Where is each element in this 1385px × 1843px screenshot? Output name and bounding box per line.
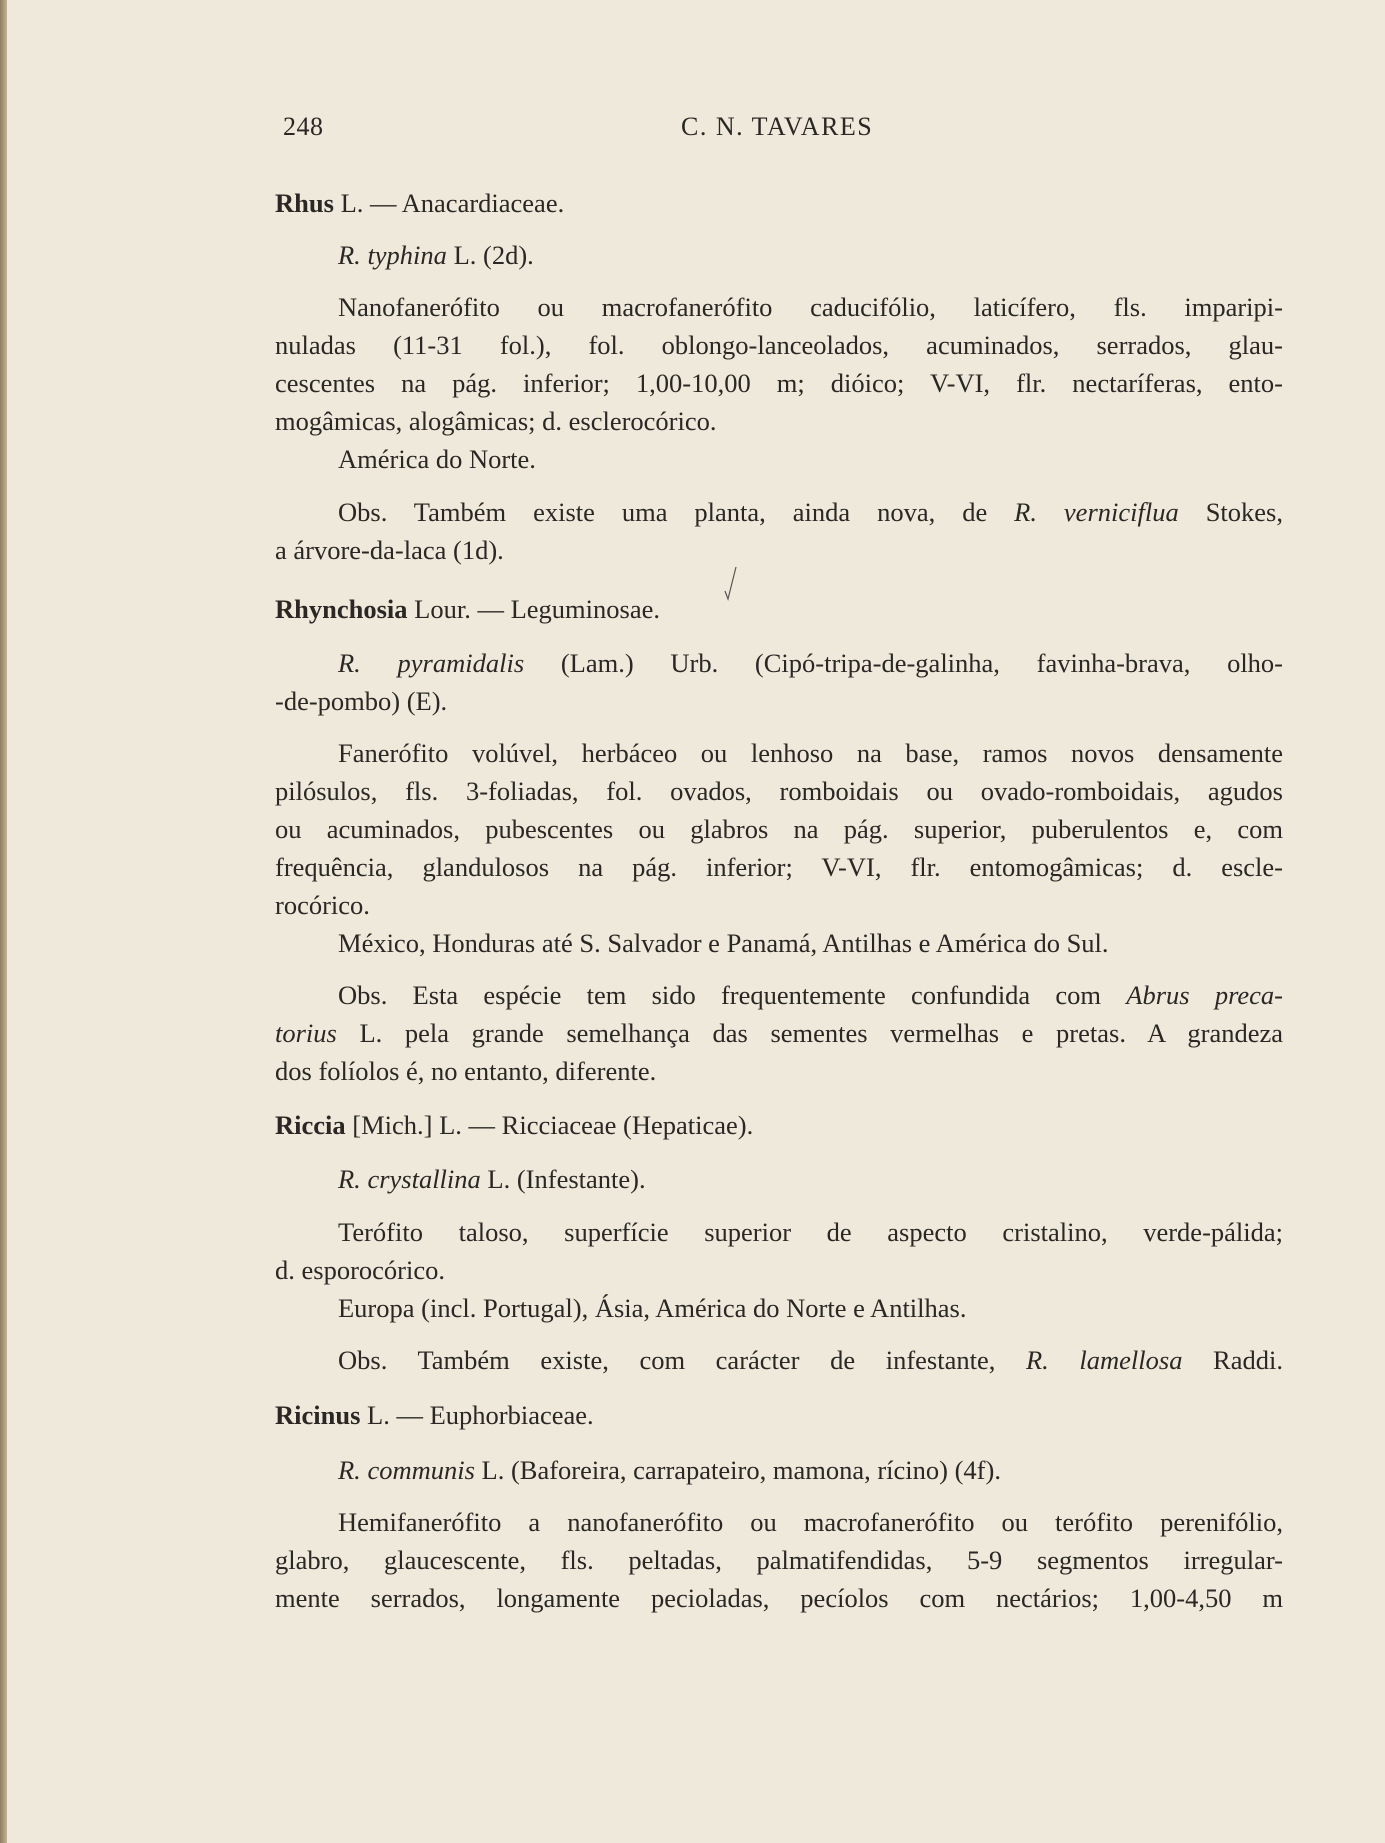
observation-line: a árvore-da-laca (1d). <box>275 535 504 565</box>
genus-heading-rhynchosia <box>275 594 660 624</box>
genus-family: L. — Euphorbiaceae. <box>360 1400 594 1430</box>
genus-family: Lour. — Leguminosae. <box>407 594 660 624</box>
description-line: Terófito taloso, superfície superior de aspecto cristalino, verde-pálida; <box>338 1217 1283 1247</box>
genus-name: Riccia <box>275 1110 346 1140</box>
genus-family: L. — Anacardiaceae. <box>333 188 565 218</box>
description-line: ou acuminados, pubescentes ou glabros na pág. superior, puberulentos e, com <box>275 814 1283 844</box>
species-name: pyramidalis <box>397 648 525 678</box>
description-line: mente serrados, longamente pecioladas, pecíolos com nectários; 1,00-4,50 m <box>275 1583 1283 1613</box>
description-line: d. esporocórico. <box>275 1255 445 1285</box>
running-title: C. N. TAVARES <box>681 112 874 141</box>
description-line: pilósulos, fls. 3-foliadas, fol. ovados, romboidais ou ovado-romboidais, agudos <box>275 776 1283 806</box>
species-name: communis <box>367 1455 475 1485</box>
observation-line: torius L. pela grande semelhança das sementes vermelhas e pretas. A grandeza <box>275 1018 1283 1048</box>
description-line: Nanofanerófito ou macrofanerófito caducifólio, laticífero, fls. imparipi- <box>338 292 1283 322</box>
genus-family: [Mich.] L. — Ricciaceae (Hepaticae). <box>345 1110 754 1140</box>
distribution: México, Honduras até S. Salvador e Panamá, Antilhas e América do Sul. <box>338 928 1109 958</box>
species-name: typhina <box>367 240 447 270</box>
page-header <box>283 112 1283 152</box>
species-name: crystallina <box>367 1164 481 1194</box>
description-line: Fanerófito volúvel, herbáceo ou lenhoso na base, ramos novos densamente <box>338 738 1283 768</box>
species-heading: R. pyramidalis (Lam.) Urb. (Cipó-tripa-de-galinha, favinha-brava, olho- <box>338 648 1284 678</box>
observation-line: Obs. Esta espécie tem sido frequentemente confundida com Abrus preca- <box>338 980 1283 1010</box>
observation-line: Obs. Também existe uma planta, ainda nova, de R. verniciflua Stokes, <box>338 497 1283 527</box>
description-line: frequência, glandulosos na pág. inferior; V-VI, flr. entomogâmicas; d. escle- <box>275 852 1283 882</box>
genus-name: Ricinus <box>275 1400 361 1430</box>
observation-line: dos folíolos é, no entanto, diferente. <box>275 1056 657 1086</box>
genus-heading-ricinus <box>275 1400 594 1430</box>
genus-heading-riccia <box>275 1110 753 1140</box>
genus-name: Rhus <box>275 188 334 218</box>
species-heading: R. typhina L. (2d). <box>338 240 534 270</box>
handwritten-checkmark-icon <box>724 565 738 603</box>
description-line: cescentes na pág. inferior; 1,00-10,00 m; dióico; V-VI, flr. nectaríferas, ento- <box>275 368 1283 398</box>
distribution: Europa (incl. Portugal), Ásia, América do Norte e Antilhas. <box>338 1293 967 1323</box>
description-line: Hemifanerófito a nanofanerófito ou macrofanerófito ou terófito perenifólio, <box>338 1507 1283 1537</box>
description-line: mogâmicas, alogâmicas; d. esclerocórico. <box>275 406 717 436</box>
description-line: nuladas (11-31 fol.), fol. oblongo-lanceolados, acuminados, serrados, glau- <box>275 330 1283 360</box>
observation-line: Obs. Também existe, com carácter de infestante, R. lamellosa Raddi. <box>338 1345 1283 1375</box>
distribution: América do Norte. <box>338 444 536 474</box>
genus-name: Rhynchosia <box>275 594 408 624</box>
description-line: glabro, glaucescente, fls. peltadas, palmatifendidas, 5-9 segmentos irregular- <box>275 1545 1283 1575</box>
page-number: 248 <box>283 112 324 141</box>
species-heading: R. crystallina L. (Infestante). <box>338 1164 646 1194</box>
species-heading-cont: -de-pombo) (E). <box>275 686 448 716</box>
genus-heading-rhus <box>275 188 564 218</box>
species-heading: R. communis L. (Baforeira, carrapateiro, mamona, rícino) (4f). <box>338 1455 1001 1485</box>
description-line: rocórico. <box>275 890 370 920</box>
